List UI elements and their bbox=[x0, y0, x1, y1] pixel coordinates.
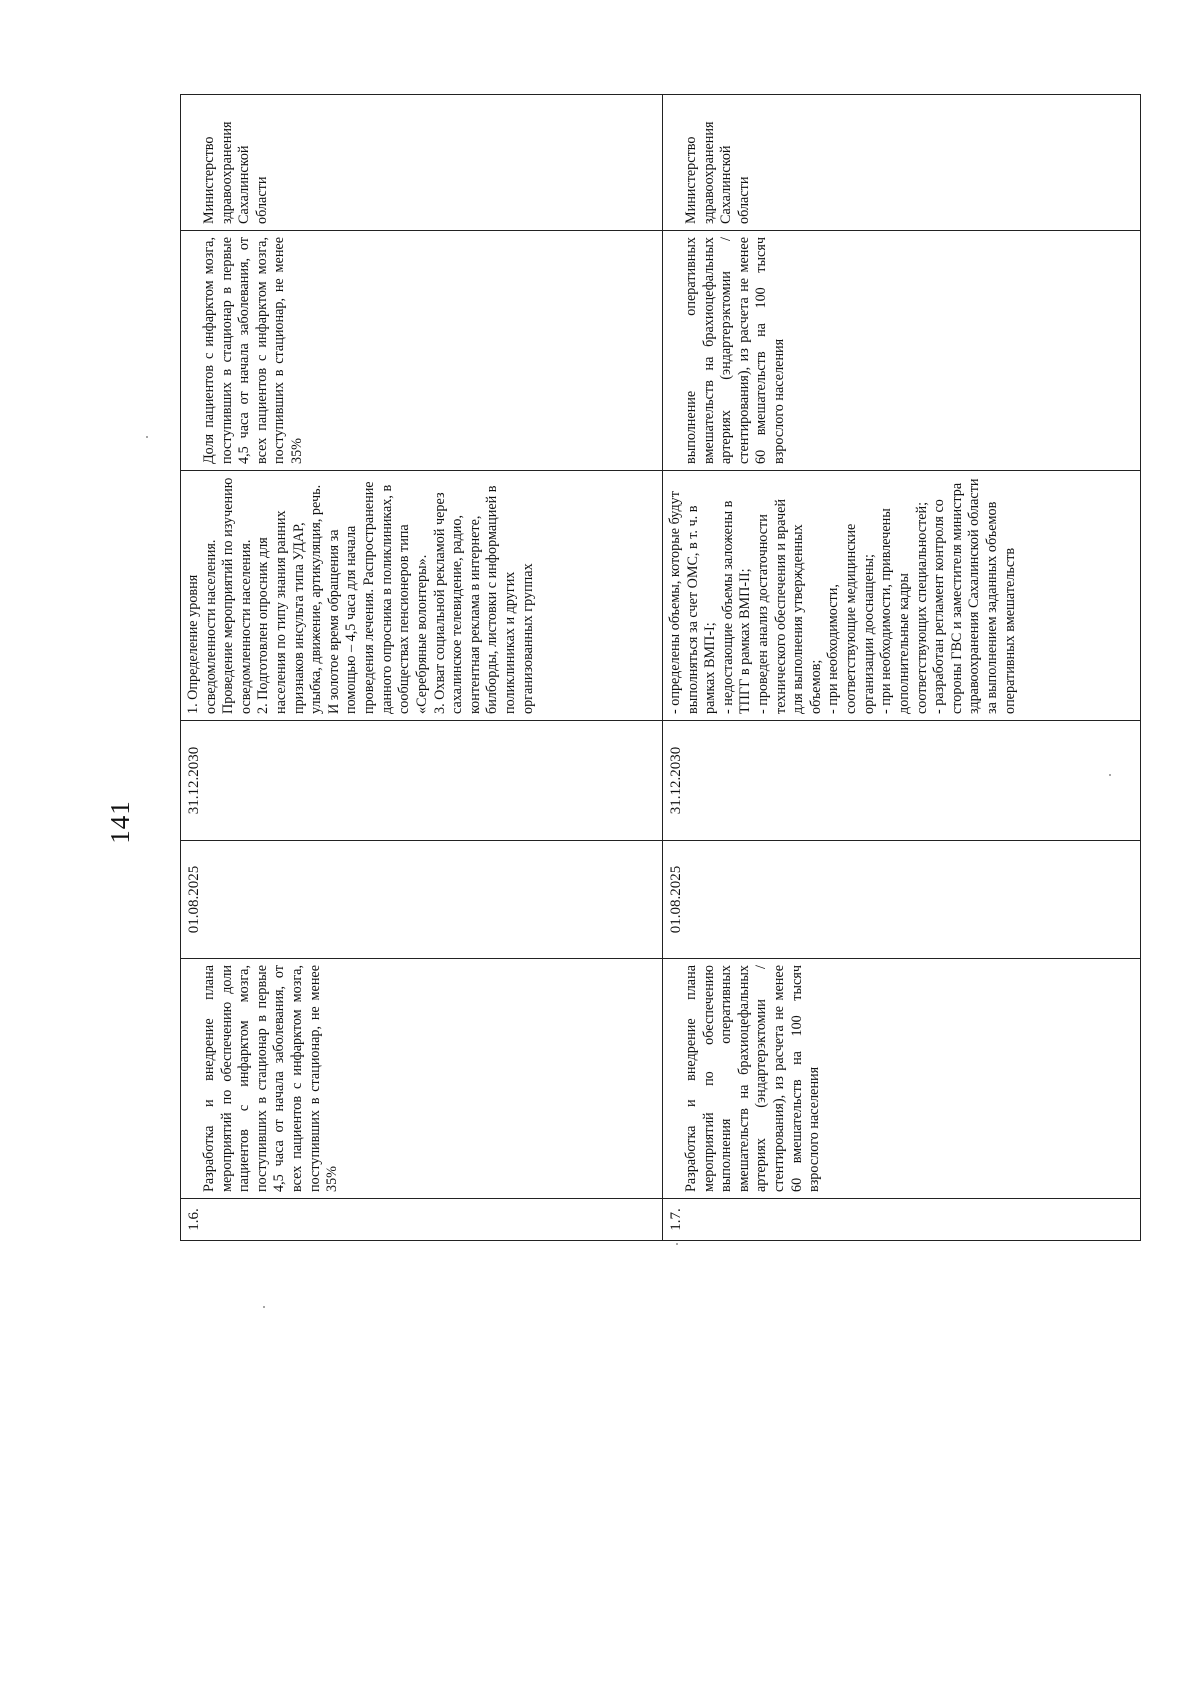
measures-table bbox=[180, 94, 1141, 1241]
start-date: 01.08.2025 bbox=[181, 841, 663, 959]
action-cell bbox=[663, 959, 1141, 1199]
row-number: 1.6. bbox=[181, 1199, 663, 1241]
indicator-text: Доля пациентов с инфарктом мозга, поступивших в стационар в первые 4,5 часа от начала заболевания, от всех пациентов с инфарктом мозга, поступивших в стационар, не менее 35% bbox=[201, 237, 306, 464]
scan-speck bbox=[1109, 774, 1111, 776]
action-text: Разработка и внедрение плана мероприятий по обеспечению доли пациентов с инфарктом мозга, поступивших в стационар в первые 4,5 часа от начала заболевания, от всех пациентов с инфарктом мозга, поступивших в стационар, не менее 35% bbox=[201, 965, 341, 1192]
action-text: Разработка и внедрение плана мероприятий по обеспечению выполнения оперативных вмешательств на брахиоцефальных артериях (эндартерэктомии / стентирования), из расчета не менее 60 вмешательств на 100 тысяч взрослого населения bbox=[683, 965, 823, 1192]
end-date: 31.12.2030 bbox=[663, 721, 1141, 841]
indicator-text: выполнение оперативных вмешательств на брахиоцефальных артериях (эндартерэктомии / стентирования), из расчета не менее 60 вмешательств на 100 тысяч взрослого населения bbox=[683, 237, 788, 464]
responsible-text: Министерство здравоохранения Сахалинской области bbox=[683, 121, 752, 224]
description-cell bbox=[181, 471, 663, 721]
scan-speck bbox=[146, 436, 148, 438]
description-text: - определены объемы, которые будут выполняться за счет ОМС, в т. ч. в рамках ВМП-I; - недостающие объемы заложены в ТПГГ в рамках ВМП-II; - проведен анализ достаточности технического обеспечения и врачей для выполнения утвержденных объемов; - при необходимости, соответствующие медицинские организации дооснащены; - при необходимости, привлечены дополнительные кадры соответствующих специальностей; - разработан регламент контроля со стороны ГВС и заместителя министра здравоохранения Сахалинской области за выполнением заданных объемов оперативных вмешательств bbox=[667, 478, 1018, 714]
start-date: 01.08.2025 bbox=[663, 841, 1141, 959]
responsible-text: Министерство здравоохранения Сахалинской области bbox=[201, 121, 270, 224]
table-row-1-6 bbox=[181, 95, 663, 1241]
scan-speck bbox=[676, 1243, 678, 1245]
indicator-cell bbox=[181, 231, 663, 471]
action-cell bbox=[181, 959, 663, 1199]
table-row-1-7 bbox=[663, 95, 1141, 1241]
responsible-cell bbox=[663, 95, 1141, 231]
page-number: 141 bbox=[104, 800, 135, 844]
description-text: 1. Определение уровня осведомленности населения. Проведение мероприятий по изучению осведомленности населения. 2. Подготовлен опросник для населения по типу знания ранних признаков инсульта типа УДАР, улыбка, движение, артикуляция, речь. И золотое время обращения за помощью – 4,5 часа для начала проведения лечения. Распространение данного опросника в поликлиниках, в сообществах пенсионеров типа «Серебряные волонтеры». 3. Охват социальной рекламой через сахалинское телевидение, радио, контентная реклама в интернете, билборды, листовки с информацией в поликлиниках и других организованных группах bbox=[185, 477, 536, 714]
indicator-cell bbox=[663, 231, 1141, 471]
scan-speck bbox=[263, 1306, 265, 1308]
end-date: 31.12.2030 bbox=[181, 721, 663, 841]
row-number: 1.7. bbox=[663, 1199, 1141, 1241]
description-cell bbox=[663, 471, 1141, 721]
responsible-cell bbox=[181, 95, 663, 231]
